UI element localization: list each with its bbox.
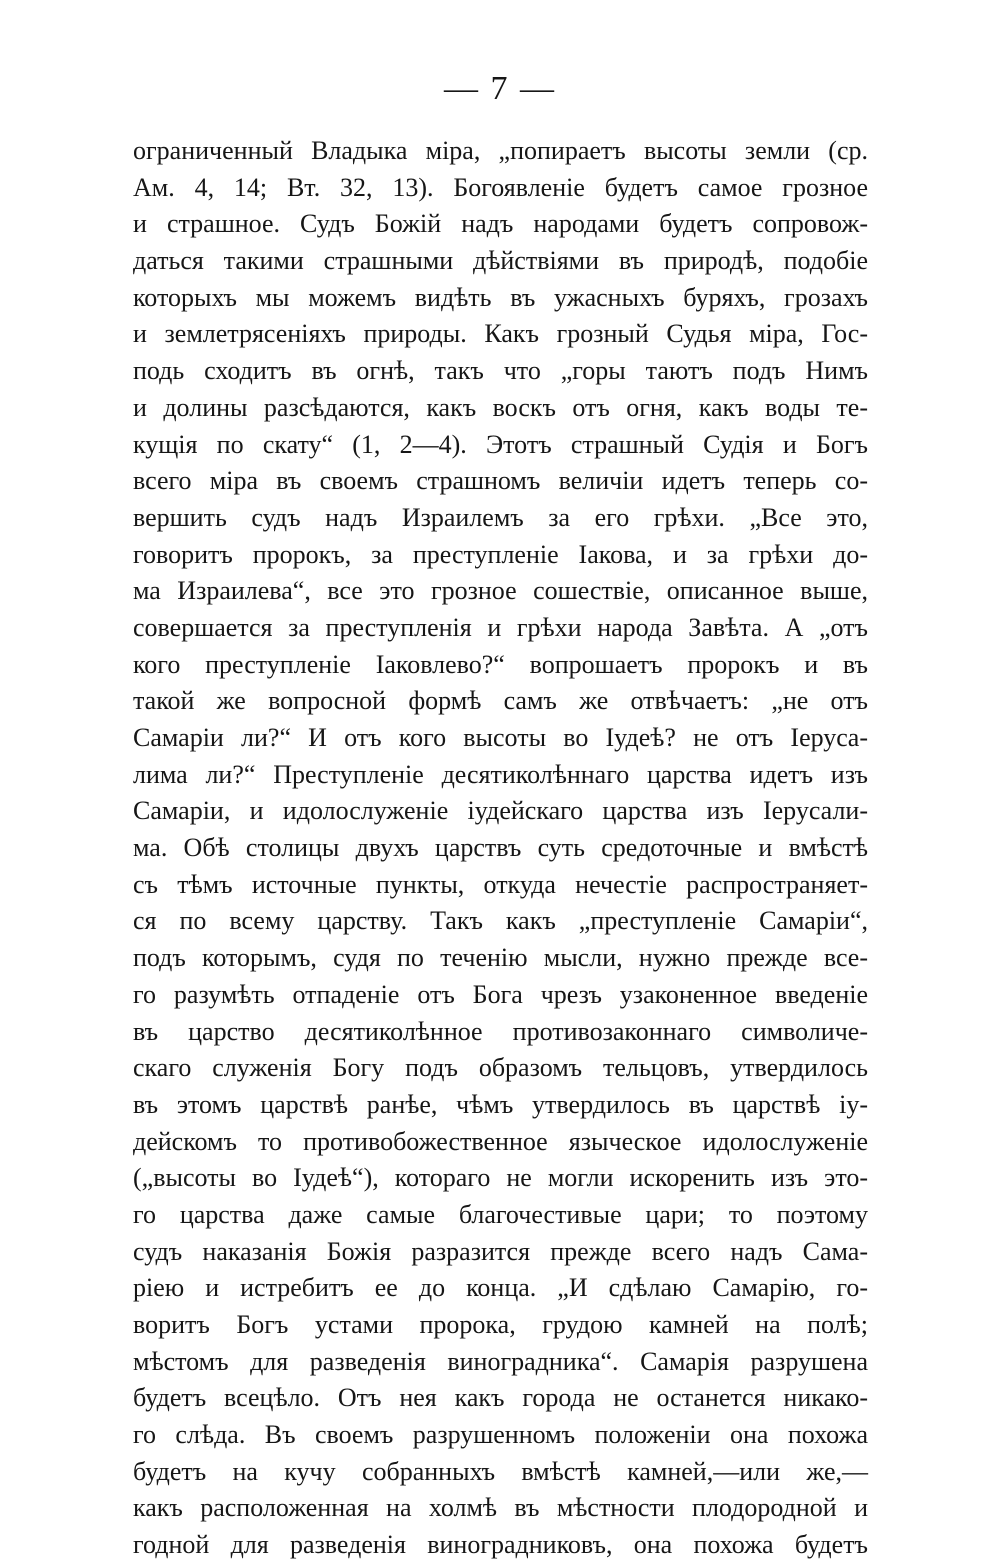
text-line: ся по всему царству. Такъ какъ „преступленіе Самаріи“,	[133, 906, 868, 936]
text-line: такой же вопросной формѣ самъ же отвѣчаетъ: „не отъ	[133, 686, 868, 716]
text-line: годной для разведенія виноградниковъ, она похожа будетъ	[133, 1530, 868, 1560]
text-line: скаго служенія Богу подъ образомъ тельцовъ, утвердилось	[133, 1053, 868, 1083]
text-line: даться такими страшными дѣйствіями въ природѣ, подобіе	[133, 246, 868, 276]
text-line: го разумѣть отпаденіе отъ Бога чрезъ узаконенное введеніе	[133, 979, 868, 1009]
text-line: съ тѣмъ источные пункты, откуда нечестіе распространяет-	[133, 869, 868, 899]
text-line: дейскомъ то противобожественное языческое идолослуженіе	[133, 1126, 868, 1156]
text-line: въ царство десятиколѣнное противозаконнаго символиче-	[133, 1016, 868, 1046]
text-line: кого преступленіе Іаковлево?“ вопрошаетъ пророкъ и въ	[133, 649, 868, 679]
text-line: вершить судъ надъ Израилемъ за его грѣхи. „Все это,	[133, 502, 868, 532]
text-line: воритъ Богъ устами пророка, грудою камней на полѣ;	[133, 1310, 868, 1339]
body-text	[133, 133, 868, 1564]
text-line: Самаріи ли?“ И отъ кого высоты во Іудеѣ? не отъ Іерусa-	[133, 723, 868, 752]
text-line: подь сходитъ въ огнѣ, такъ что „горы таютъ подъ Нимъ	[133, 356, 868, 386]
text-line: („высоты во Іудеѣ“), котораго не могли искоренить изъ это-	[133, 1163, 868, 1193]
text-line: ограниченный Владыка міра, „попираетъ высоты земли (ср.	[133, 136, 868, 165]
text-line: совершается за преступленія и грѣхи народа Завѣта. А „отъ	[133, 612, 868, 642]
page-number: — 7 —	[444, 70, 556, 107]
text-line: будетъ всецѣло. Отъ нея какъ города не останется никако-	[133, 1383, 868, 1413]
text-line: въ этомъ царствѣ ранѣе, чѣмъ утвердилось въ царствѣ іу-	[133, 1089, 868, 1119]
text-line: го слѣда. Въ своемъ разрушенномъ положеніи она похожа	[133, 1420, 868, 1450]
text-line: го царства даже самые благочестивые цари; то поэтому	[133, 1199, 868, 1229]
text-line: всего міра въ своемъ страшномъ величіи идетъ теперь со-	[133, 466, 868, 496]
text-line: и долины разсѣдаются, какъ воскъ отъ огня, какъ воды те-	[133, 392, 868, 422]
text-line: которыхъ мы можемъ видѣть въ ужасныхъ буряхъ, грозахъ	[133, 282, 868, 312]
text-line: Ам. 4, 14; Вт. 32, 13). Богоявленіе будетъ самое грозное	[133, 172, 868, 202]
text-line: мѣстомъ для разведенія виноградника“. Самарія разрушена	[133, 1346, 868, 1376]
text-line: лима ли?“ Преступленіе десятиколѣннаго царства идетъ изъ	[133, 759, 868, 789]
text-line: и землетрясеніяхъ природы. Какъ грозный Судья міра, Гос-	[133, 319, 868, 349]
text-line: судъ наказанія Божія разразится прежде всего надъ Сама-	[133, 1236, 868, 1266]
text-line: какъ расположенная на холмѣ въ мѣстности плодородной и	[133, 1493, 868, 1523]
text-line: и страшное. Судъ Божій надъ народами будетъ сопровож-	[133, 209, 868, 239]
text-line: ма Израилева“, все это грозное сошествіе, описанное выше,	[133, 576, 868, 606]
text-line: ріею и истребитъ ее до конца. „И сдѣлаю Самарію, го-	[133, 1273, 868, 1303]
text-line: Самаріи, и идолослуженіе іудейскаго царства изъ Іерусали-	[133, 796, 868, 826]
text-line: ма. Обѣ столицы двухъ царствъ суть средоточные и вмѣстѣ	[133, 833, 868, 863]
text-line: говоритъ пророкъ, за преступленіе Іакова, и за грѣхи до-	[133, 539, 868, 569]
text-line: кущія по скату“ (1, 2—4). Этотъ страшный Судія и Богъ	[133, 429, 868, 459]
text-line: будетъ на кучу собранныхъ вмѣстѣ камней,—или же,—	[133, 1456, 868, 1486]
text-line: подъ которымъ, судя по теченію мысли, нужно прежде все-	[133, 943, 868, 973]
